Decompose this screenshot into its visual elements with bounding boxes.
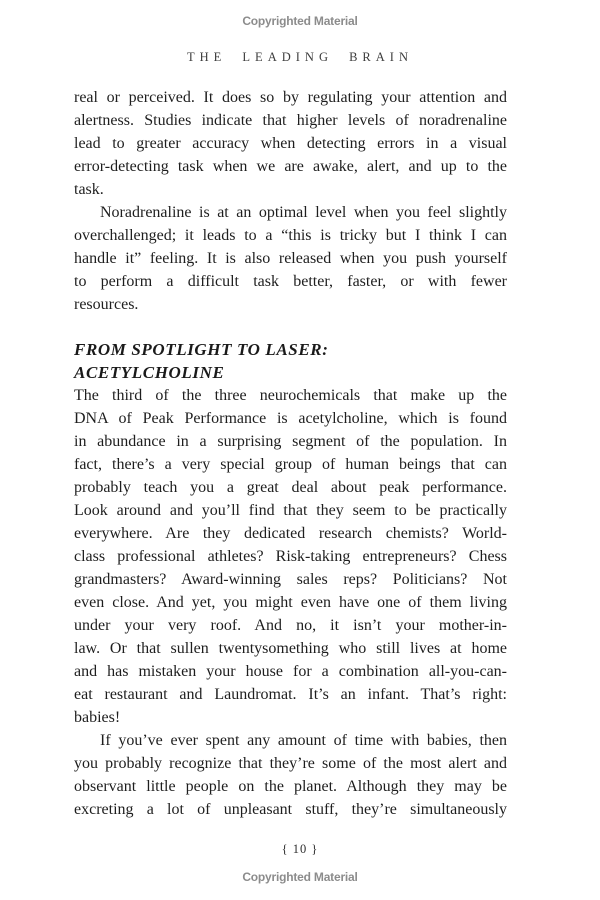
text-line: to perform a difficult task better, faster, or with fewer xyxy=(74,273,507,290)
copyright-notice-bottom: Copyrighted Material xyxy=(242,870,358,884)
text-line: error-detecting task when we are awake, alert, and up to the xyxy=(74,158,507,175)
text-line: lead to greater accuracy when detecting errors in a visual xyxy=(74,135,507,152)
text-line: probably teach you a great deal about peak performance. xyxy=(74,479,507,496)
heading-line: ACETYLCHOLINE xyxy=(74,363,225,382)
text-line: eat restaurant and Laundromat. It’s an infant. That’s right: xyxy=(74,686,507,703)
paragraph xyxy=(74,86,507,201)
text-line: Look around and you’ll find that they seem to be practically xyxy=(74,502,507,519)
text-line: fact, there’s a very special group of human beings that can xyxy=(74,456,507,473)
text-line: If you’ve ever spent any amount of time with babies, then xyxy=(100,732,507,749)
copyright-notice-top: Copyrighted Material xyxy=(242,14,358,28)
text-line: law. Or that sullen twentysomething who still lives at home xyxy=(74,640,507,657)
text-line: observant little people on the planet. Although they may be xyxy=(74,778,507,795)
text-line: handle it” feeling. It is also released when you push yourself xyxy=(74,250,507,267)
running-head: THE LEADING BRAIN xyxy=(187,50,413,64)
text-line: alertness. Studies indicate that higher levels of noradrenaline xyxy=(74,112,507,129)
text-line: overchallenged; it leads to a “this is tricky but I think I can xyxy=(74,227,507,244)
text-line: grandmasters? Award-winning sales reps? Politicians? Not xyxy=(74,571,507,588)
text-line: and has mistaken your house for a combination all-you-can- xyxy=(74,663,507,680)
page-number: { 10 } xyxy=(281,842,319,856)
text-line: in abundance in a surprising segment of the population. In xyxy=(74,433,507,450)
paragraph xyxy=(74,201,507,316)
text-line: babies! xyxy=(74,709,121,726)
text-line: class professional athletes? Risk-taking entrepreneurs? Chess xyxy=(74,548,507,565)
page-body xyxy=(74,86,507,821)
section-heading xyxy=(74,338,507,384)
text-line: task. xyxy=(74,181,104,198)
text-line: DNA of Peak Performance is acetylcholine, which is found xyxy=(74,410,507,427)
text-line: Noradrenaline is at an optimal level when you feel slightly xyxy=(100,204,507,221)
text-line: you probably recognize that they’re some of the most alert and xyxy=(74,755,507,772)
paragraph xyxy=(74,384,507,729)
text-line: everywhere. Are they dedicated research chemists? World- xyxy=(74,525,507,542)
text-line: excreting a lot of unpleasant stuff, they’re simultaneously xyxy=(74,801,507,818)
text-line: even close. And yet, you might even have one of them living xyxy=(74,594,507,611)
heading-line: FROM SPOTLIGHT TO LASER: xyxy=(74,340,329,359)
paragraph xyxy=(74,729,507,821)
text-line: resources. xyxy=(74,296,139,313)
text-line: under your very roof. And no, it isn’t your mother-in- xyxy=(74,617,507,634)
text-line: real or perceived. It does so by regulating your attention and xyxy=(74,89,507,106)
text-line: The third of the three neurochemicals that make up the xyxy=(74,387,507,404)
